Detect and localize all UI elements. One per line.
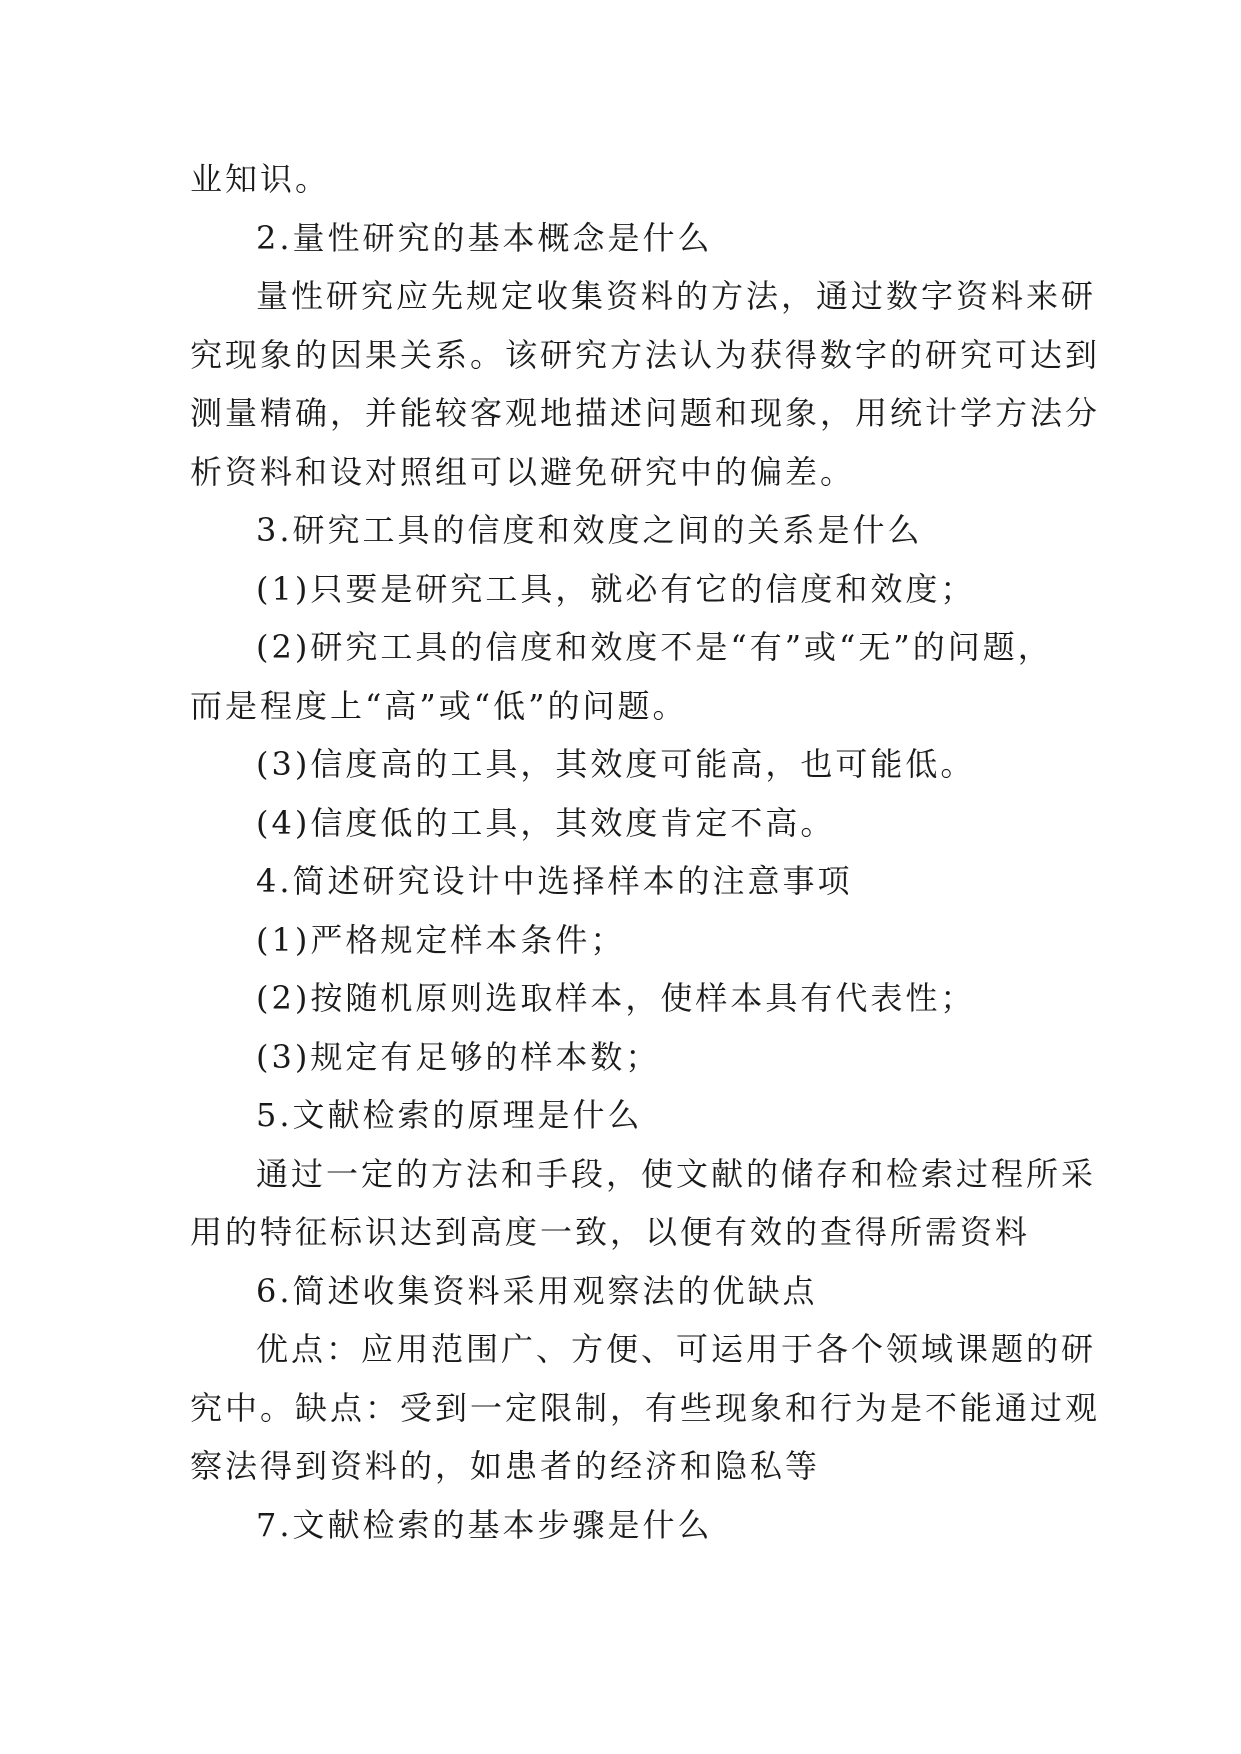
list-item: (3)信度高的工具，其效度可能高，也可能低。 [256, 745, 976, 783]
text-line: 究现象的因果关系。该研究方法认为获得数字的研究可达到 [190, 335, 1101, 374]
text-line: 析资料和设对照组可以避免研究中的偏差。 [190, 452, 856, 491]
section-heading: 2.量性研究的基本概念是什么 [256, 218, 713, 257]
text-line: 而是程度上“高”或“低”的问题。 [190, 686, 688, 725]
list-item: (2)按随机原则选取样本，使样本具有代表性； [256, 979, 976, 1017]
text-line: 业知识。 [190, 160, 331, 198]
text-line: 量性研究应先规定收集资料的方法，通过数字资料来研 [256, 277, 1097, 315]
document-page [190, 150, 1101, 1554]
text-line: 用的特征标识达到高度一致，以便有效的查得所需资料 [190, 1213, 1031, 1251]
list-item: (3)规定有足够的样本数； [256, 1037, 661, 1076]
text-line: 通过一定的方法和手段，使文献的储存和检索过程所采 [256, 1154, 1097, 1193]
section-heading: 3.研究工具的信度和效度之间的关系是什么 [256, 511, 923, 549]
list-item: (1)只要是研究工具，就必有它的信度和效度； [256, 569, 976, 608]
section-heading: 6.简述收集资料采用观察法的优缺点 [256, 1271, 818, 1310]
list-item: (2)研究工具的信度和效度不是“有”或“无”的问题， [256, 628, 1053, 666]
section-heading: 7.文献检索的基本步骤是什么 [256, 1505, 713, 1544]
text-line: 测量精确，并能较客观地描述问题和现象，用统计学方法分 [190, 394, 1101, 432]
section-heading: 4.简述研究设计中选择样本的注意事项 [256, 862, 853, 900]
list-item: (1)严格规定样本条件； [256, 920, 626, 959]
text-line: 察法得到资料的，如患者的经济和隐私等 [190, 1447, 821, 1485]
list-item: (4)信度低的工具，其效度肯定不高。 [256, 803, 836, 842]
section-heading: 5.文献检索的原理是什么 [256, 1096, 643, 1134]
text-line: 究中。缺点：受到一定限制，有些现象和行为是不能通过观 [190, 1388, 1101, 1427]
text-line: 优点：应用范围广、方便、可运用于各个领域课题的研 [256, 1330, 1097, 1368]
